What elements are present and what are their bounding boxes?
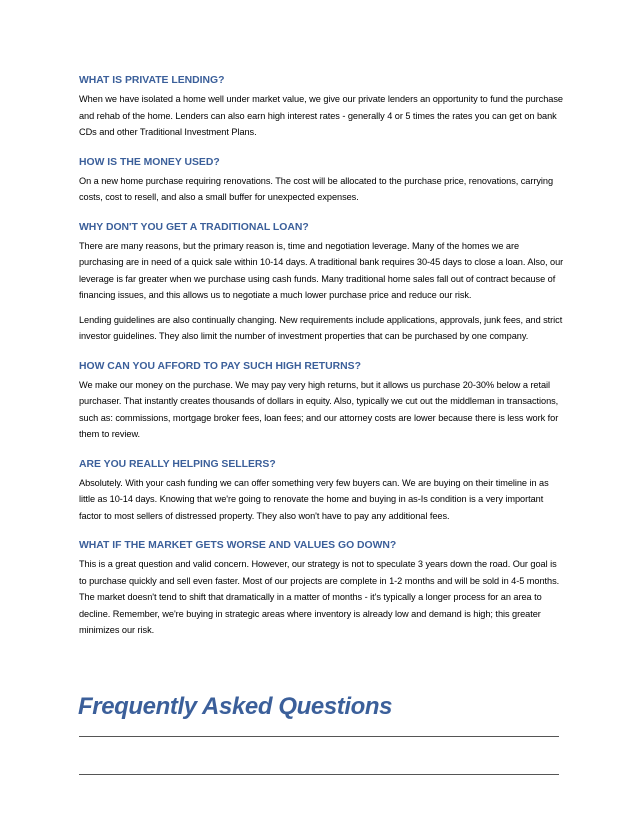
section-paragraph: We make our money on the purchase. We may pay very high returns, but it allows us purchase 20-30% below a retail purchaser. That instantly creates thousands of dollars in equity. Also, typically we cut out the middleman in transactions, such as: commissions, mortgage broker fees, loan fees; and our attorney costs are lower because there is less work for them to review. [79,379,559,439]
section-heading: ARE YOU REALLY HELPING SELLERS? [79,458,276,470]
faq-section-high-returns [79,360,565,443]
faq-section-market-worse [79,539,565,639]
section-heading: HOW CAN YOU AFFORD TO PAY SUCH HIGH RETURNS? [79,360,361,372]
faq-section-traditional-loan [79,221,565,345]
section-heading: HOW IS THE MONEY USED? [79,156,220,168]
faq-section-private-lending [79,74,565,141]
section-heading: WHAT IS PRIVATE LENDING? [79,75,225,86]
section-paragraph: Lending guidelines are also continually changing. New requirements include applications, approvals, junk fees, and strict investor guidelines. They also limit the number of investment properties that can be purchased by one company. [79,314,563,341]
section-paragraph: Absolutely. With your cash funding we can offer something very few buyers can. We are buying on their timeline in as little as 10-14 days. Knowing that we're going to renovate the home and buying in as-Is condition is a very important factor to most sellers of distressed property. They also won't have to pay any additional fees. [79,477,549,521]
page-title: Frequently Asked Questions [78,693,393,720]
section-paragraph: There are many reasons, but the primary reason is, time and negotiation leverage. Many of the homes we are purchasing are in need of a quick sale within 10-14 days. A traditional bank requires 30-45 days to close a loan. Also, our leverage is far greater when we purchase using cash funds. Many traditional home sales fall out of contract because of financing issues, and this allows us to negotiate a much lower purchase price and reduce our risk. [79,240,564,300]
section-paragraph: This is a great question and valid concern. However, our strategy is not to speculate 3 years down the road. Our goal is to purchase quickly and sell even faster. Most of our projects are complete in 1-2 months and will be sold in 4-5 months. The market doesn't tend to shift that dramatically in a matter of months - it's typically a longer process for an area to decline. Remember, we're buying in strategic areas where inventory is already low and demand is high; this greater minimizes our risk. [79,559,560,635]
footer-divider [79,774,559,775]
section-heading: WHAT IF THE MARKET GETS WORSE AND VALUES GO DOWN? [79,540,397,551]
faq-content [79,74,565,654]
section-paragraph: On a new home purchase requiring renovations. The cost will be allocated to the purchase price, renovations, carrying costs, cost to resell, and also a small buffer for unexpected expenses. [79,175,554,202]
section-heading: WHY DON'T YOU GET A TRADITIONAL LOAN? [79,221,309,233]
faq-section-money-used [79,156,565,206]
faq-section-helping-sellers [79,458,565,525]
section-paragraph: When we have isolated a home well under market value, we give our private lenders an opportunity to fund the purchase and rehab of the home. Lenders can also earn high interest rates - generally 4 or 5 times the rates you can get on bank CDs and other Traditional Investment Plans. [79,94,563,137]
title-underline [79,736,559,737]
